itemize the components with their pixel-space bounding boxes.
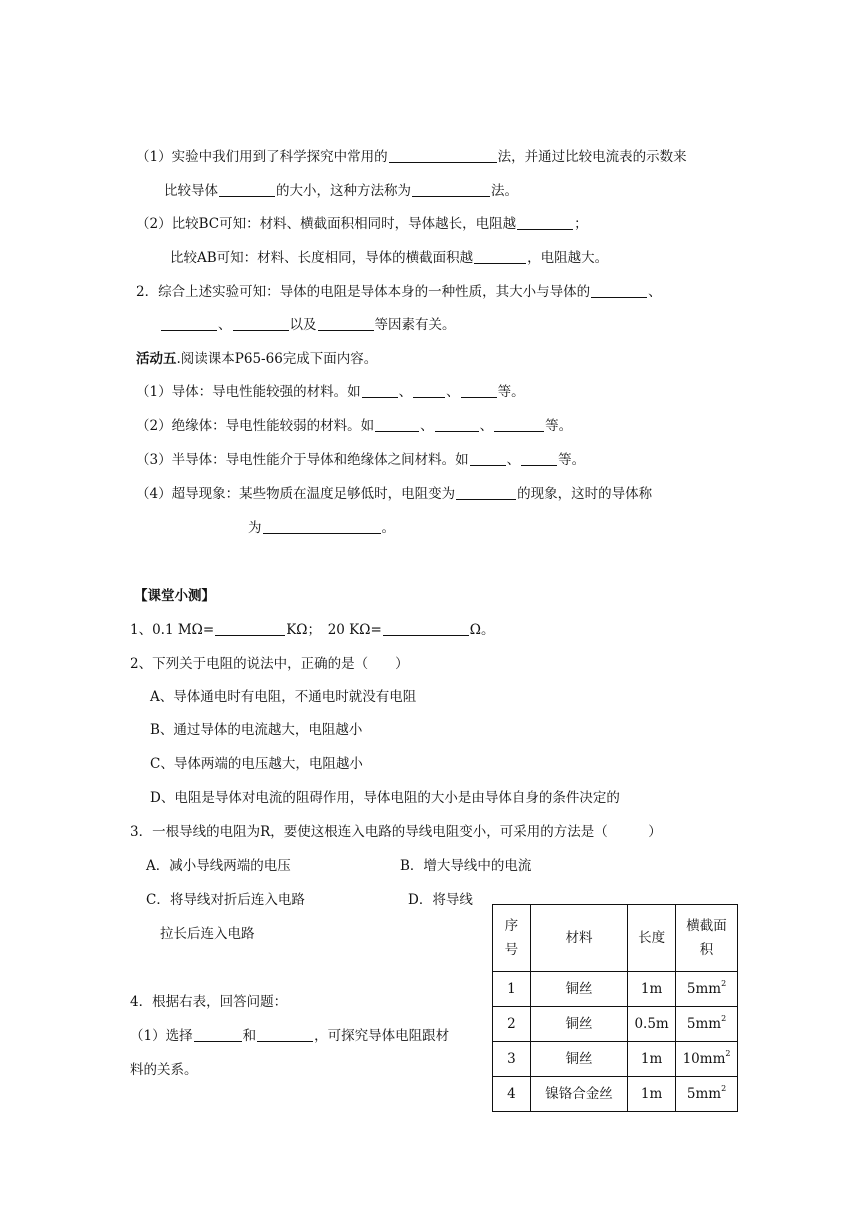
- item1-end: 等。: [497, 384, 525, 400]
- blank[interactable]: [521, 451, 557, 466]
- quiz-q4-sub1-cont: 料的关系。: [130, 1062, 198, 1078]
- sep: 、: [506, 452, 521, 468]
- item4-text-b: 的现象，这时的导体称: [517, 486, 653, 502]
- cell-material: 铜丝: [530, 1042, 627, 1077]
- blank[interactable]: [383, 621, 469, 636]
- exp-q2-text-c: 比较AB可知：材料、长度相同，导体的横截面积越: [170, 250, 474, 266]
- header-index-text: 序号: [504, 918, 519, 958]
- quiz-q3-option-c[interactable]: C．将导线对折后连入电路: [146, 892, 305, 908]
- exp-q1-text-c: 比较导体: [164, 183, 218, 199]
- conductor-table: [492, 904, 738, 1112]
- exp-q2-text-a: （2）比较BC可知：材料、横截面积相同时，导体越长，电阻越: [136, 216, 517, 232]
- exp-q1-line2: [164, 181, 518, 201]
- blank[interactable]: [318, 316, 374, 331]
- blank[interactable]: [413, 383, 445, 398]
- area-value: 5mm: [686, 1086, 722, 1102]
- q4-text-a: （1）选择: [130, 1028, 193, 1044]
- cell-material: 镍铬合金丝: [530, 1077, 627, 1112]
- area-exponent: 2: [725, 1049, 731, 1058]
- cell-index: 2: [493, 1007, 531, 1042]
- cell-index: 4: [493, 1077, 531, 1112]
- blank[interactable]: [517, 215, 573, 230]
- area-value: 5mm: [686, 981, 722, 997]
- exp-s2-text-c: 、: [218, 317, 232, 333]
- blank[interactable]: [494, 417, 544, 432]
- activity5-item4-line2: [248, 518, 395, 538]
- cell-area: [676, 1007, 738, 1042]
- exp-q2-line1: [136, 214, 588, 234]
- blank[interactable]: [219, 182, 275, 197]
- quiz-q3-option-a[interactable]: A．减小导线两端的电压: [146, 858, 291, 874]
- q1-text-a: 1、0.1 MΩ=: [130, 622, 215, 638]
- activity5-title: 活动五: [136, 351, 177, 367]
- activity5-text: .阅读课本P65-66完成下面内容。: [176, 351, 378, 367]
- blank[interactable]: [161, 316, 217, 331]
- exp-s2-text-d: 以及: [289, 317, 317, 333]
- exp-q1-text-a: （1）实验中我们用到了科学探究中常用的: [136, 149, 388, 165]
- blank[interactable]: [257, 1027, 313, 1042]
- cell-material: 铜丝: [530, 1007, 627, 1042]
- activity5-item3: [136, 450, 585, 470]
- cell-index: 1: [493, 972, 531, 1007]
- blank[interactable]: [215, 621, 285, 636]
- sep: 、: [446, 384, 460, 400]
- quiz-q3-option-d[interactable]: D．将导线: [408, 892, 473, 908]
- blank[interactable]: [461, 383, 497, 398]
- q1-text-b: KΩ； 20 KΩ=: [286, 622, 382, 638]
- blank[interactable]: [263, 519, 381, 534]
- blank[interactable]: [470, 451, 506, 466]
- exp-s2-line1: [136, 282, 662, 302]
- item4-text-d: 。: [381, 520, 395, 536]
- area-exponent: 2: [721, 979, 727, 988]
- table-header-row: [493, 905, 738, 972]
- header-area: [676, 905, 738, 972]
- blank[interactable]: [375, 417, 419, 432]
- cell-length: 1m: [628, 972, 676, 1007]
- activity5-item4-line1: [136, 484, 652, 504]
- item4-text-a: （4）超导现象：某些物质在温度足够低时，电阻变为: [136, 486, 456, 502]
- blank[interactable]: [591, 283, 647, 298]
- exp-q2-text-d: ，电阻越大。: [527, 250, 609, 266]
- table-row: [493, 972, 738, 1007]
- quiz-q2-option-b[interactable]: B、通过导体的电流越大，电阻越小: [150, 722, 363, 738]
- cell-area: [676, 1042, 738, 1077]
- sep: 、: [479, 418, 494, 434]
- header-index: [493, 905, 531, 972]
- area-exponent: 2: [721, 1084, 727, 1093]
- exp-s2-line2: [160, 315, 456, 335]
- item2-text: （2）绝缘体：导电性能较弱的材料。如: [136, 418, 375, 434]
- area-value: 10mm: [682, 1051, 726, 1067]
- activity5-item1: [136, 382, 525, 402]
- activity5-item2: [136, 416, 572, 436]
- cell-length: 1m: [628, 1077, 676, 1112]
- blank[interactable]: [389, 148, 497, 163]
- table-row: [493, 1007, 738, 1042]
- header-area-text: 横截面积: [686, 918, 727, 958]
- table-row: [493, 1077, 738, 1112]
- quiz-q3-option-d-cont: 拉长后连入电路: [160, 926, 255, 942]
- cell-length: 0.5m: [628, 1007, 676, 1042]
- item4-text-c: 为: [248, 520, 262, 536]
- blank[interactable]: [194, 1027, 242, 1042]
- item1-text: （1）导体：导电性能较强的材料。如: [136, 384, 361, 400]
- quiz-heading: 【课堂小测】: [134, 588, 215, 604]
- exp-q1-text-e: 法。: [491, 183, 518, 199]
- table-row: [493, 1042, 738, 1077]
- quiz-q2-option-a[interactable]: A、导体通电时有电阻，不通电时就没有电阻: [150, 689, 417, 705]
- header-length: 长度: [628, 905, 676, 972]
- cell-area: [676, 972, 738, 1007]
- blank[interactable]: [412, 182, 490, 197]
- quiz-q3: 3．一根导线的电阻为R，要使这根连入电路的导线电阻变小，可采用的方法是（ ）: [130, 824, 662, 840]
- cell-length: 1m: [628, 1042, 676, 1077]
- area-exponent: 2: [721, 1014, 727, 1023]
- exp-q1-text-d: 的大小，这种方法称为: [276, 183, 411, 199]
- quiz-q3-option-b[interactable]: B．增大导线中的电流: [400, 858, 532, 874]
- q1-text-c: Ω。: [469, 622, 495, 638]
- header-material: 材料: [530, 905, 627, 972]
- quiz-q1: [130, 620, 494, 640]
- exp-q1-line1: [136, 147, 687, 167]
- activity5-heading: [136, 349, 377, 369]
- quiz-q2-option-c[interactable]: C、导体两端的电压越大，电阻越小: [150, 756, 363, 772]
- exp-q2-text-b: ；: [574, 216, 588, 232]
- item3-end: 等。: [558, 452, 586, 468]
- quiz-q4-sub1: [130, 1026, 449, 1046]
- blank[interactable]: [456, 485, 516, 500]
- cell-area: [676, 1077, 738, 1112]
- blank[interactable]: [362, 383, 398, 398]
- area-value: 5mm: [686, 1016, 722, 1032]
- quiz-q2: 2、下列关于电阻的说法中，正确的是（ ）: [130, 656, 409, 672]
- item3-text: （3）半导体：导电性能介于导体和绝缘体之间材料。如: [136, 452, 469, 468]
- q4-text-b: 和: [242, 1028, 257, 1044]
- cell-index: 3: [493, 1042, 531, 1077]
- item2-end: 等。: [545, 418, 573, 434]
- exp-q1-text-b: 法，并通过比较电流表的示数来: [497, 149, 687, 165]
- quiz-q4: 4．根据右表，回答问题：: [130, 994, 288, 1010]
- exp-s2-text-a: 2．综合上述实验可知：导体的电阻是导体本身的一种性质，其大小与导体的: [136, 284, 591, 300]
- blank[interactable]: [435, 417, 479, 432]
- exp-s2-text-b: 、: [648, 284, 662, 300]
- cell-material: 铜丝: [530, 972, 627, 1007]
- sep: 、: [398, 384, 413, 400]
- exp-q2-line2: [170, 248, 608, 268]
- blank[interactable]: [233, 316, 289, 331]
- quiz-q2-option-d[interactable]: D、电阻是导体对电流的阻碍作用，导体电阻的大小是由导体自身的条件决定的: [150, 790, 620, 806]
- sep: 、: [420, 418, 434, 434]
- q4-text-c: ，可探究导体电阻跟材: [314, 1028, 450, 1044]
- exp-s2-text-e: 等因素有关。: [374, 317, 456, 333]
- blank[interactable]: [474, 249, 526, 264]
